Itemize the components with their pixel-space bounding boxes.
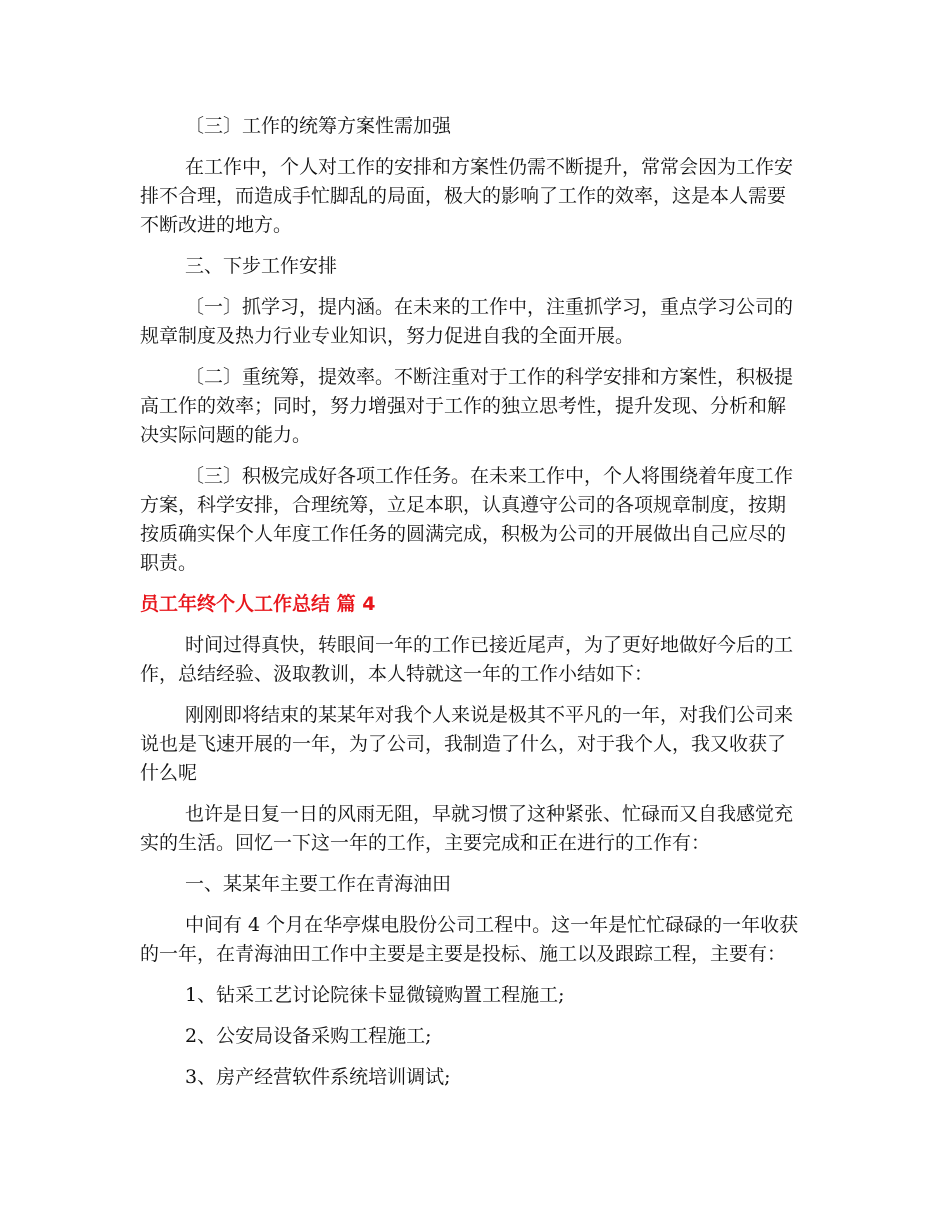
section-heading: 三、下步工作安排	[185, 255, 338, 277]
paragraph: 在工作中，个人对工作的安排和方案性仍需不断提升，常常会因为工作安排不合理，而造成手忙脚乱的局面，极大的影响了工作的效率，这是本人需要不断改进的地方。	[140, 156, 794, 236]
subsection-heading: 〔三〕工作的统筹方案性需加强	[185, 115, 452, 137]
paragraph: 刚刚即将结束的某某年对我个人来说是极其不平凡的一年，对我们公司来说也是飞速开展的一年，为了公司，我制造了什么，对于我个人，我又收获了什么呢	[140, 704, 794, 784]
list-item: 3、房产经营软件系统培训调试;	[185, 1066, 451, 1088]
paragraph: 〔三〕积极完成好各项工作任务。在未来工作中，个人将围绕着年度工作方案，科学安排，合理统筹，立足本职，认真遵守公司的各项规章制度，按期按质确实保个人年度工作任务的圆满完成，积极为公司的开展做出自己应尽的职责。	[140, 465, 794, 574]
paragraph: 〔二〕重统筹，提效率。不断注重对于工作的科学安排和方案性，积极提高工作的效率；同时，努力增强对于工作的独立思考性，提升发现、分析和解决实际问题的能力。	[140, 366, 794, 446]
section-heading: 一、某某年主要工作在青海油田	[185, 873, 452, 895]
paragraph: 中间有 4 个月在华亭煤电股份公司工程中。这一年是忙忙碌碌的一年收获的一年，在青海油田工作中主要是主要是投标、施工以及跟踪工程，主要有：	[140, 914, 799, 965]
list-item: 2、公安局设备采购工程施工;	[185, 1025, 432, 1047]
paragraph: 也许是日复一日的风雨无阻，早就习惯了这种紧张、忙碌而又自我感觉充实的生活。回忆一下这一年的工作，主要完成和正在进行的工作有：	[140, 803, 794, 854]
document-body	[140, 112, 800, 1092]
paragraph: 时间过得真快，转眼间一年的工作已接近尾声，为了更好地做好今后的工作，总结经验、汲取教训，本人特就这一年的工作小结如下：	[140, 634, 794, 685]
list-item: 1、钻采工艺讨论院徕卡显微镜购置工程施工;	[185, 984, 565, 1006]
paragraph: 〔一〕抓学习，提内涵。在未来的工作中，注重抓学习，重点学习公司的规章制度及热力行业专业知识，努力促进自我的全面开展。	[140, 296, 794, 347]
article-title: 员工年终个人工作总结 篇 4	[140, 593, 376, 615]
